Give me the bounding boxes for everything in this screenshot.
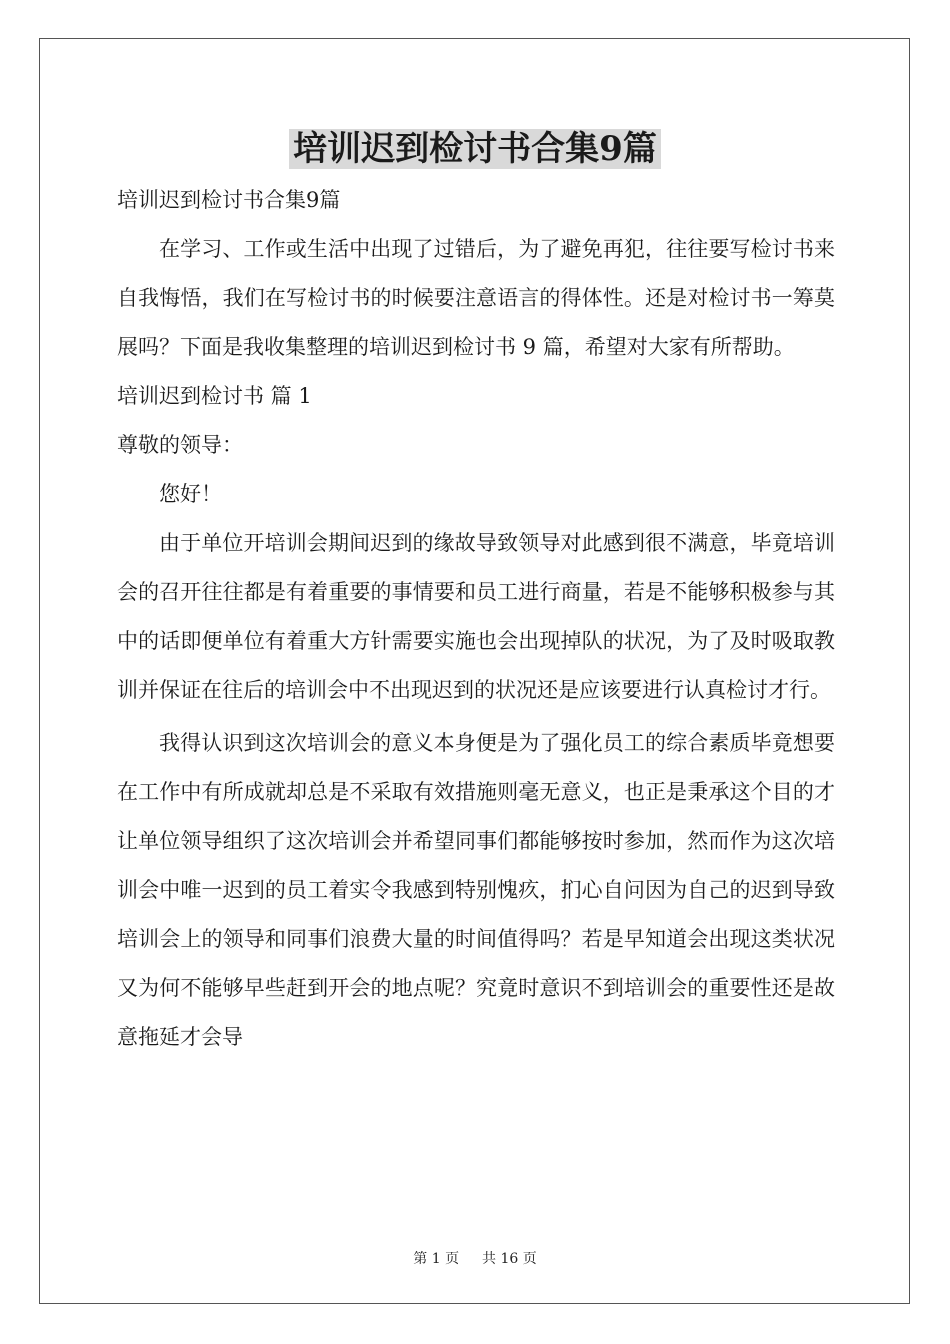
section-heading: 培训迟到检讨书 篇 1: [117, 384, 312, 408]
salutation: 尊敬的领导：: [117, 433, 243, 457]
page-footer: [0, 1248, 950, 1268]
greeting: 您好！: [159, 482, 222, 506]
body-paragraph-2: 我得认识到这次培训会的意义本身便是为了强化员工的综合素质毕竟想要在工作中有所成就却总是不采取有效措施则毫无意义，也正是秉承这个目的才让单位领导组织了这次培训会并希望同事们都能够按时参加，然而作为这次培训会中唯一迟到的员工着实令我感到特别愧疚，扪心自问因为自己的迟到导致培训会上的领导和同事们浪费大量的时间值得吗？若是早知道会出现这类状况又为何不能够早些赶到开会的地点呢？究竟时意识不到培训会的重要性还是故意拖延才会导: [117, 731, 835, 1049]
document-body: [117, 176, 835, 1062]
page-total: 共 16 页: [482, 1251, 537, 1267]
document-title: [0, 124, 950, 174]
intro-paragraph: 在学习、工作或生活中出现了过错后，为了避免再犯，往往要写检讨书来自我悔悟，我们在写检讨书的时候要注意语言的得体性。还是对检讨书一筹莫展吗？下面是我收集整理的培训迟到检讨书 9 篇，希望对大家有所帮助。: [117, 237, 835, 359]
body-paragraph-1: 由于单位开培训会期间迟到的缘故导致领导对此感到很不满意，毕竟培训会的召开往往都是有着重要的事情要和员工进行商量，若是不能够积极参与其中的话即便单位有着重大方针需要实施也会出现掉队的状况，为了及时吸取教训并保证在往后的培训会中不出现迟到的状况还是应该要进行认真检讨才行。: [117, 531, 835, 702]
page-number: 第 1 页: [413, 1251, 460, 1267]
document-title-text: 培训迟到检讨书合集9篇: [289, 129, 661, 169]
document-subtitle: 培训迟到检讨书合集9篇: [117, 188, 341, 212]
